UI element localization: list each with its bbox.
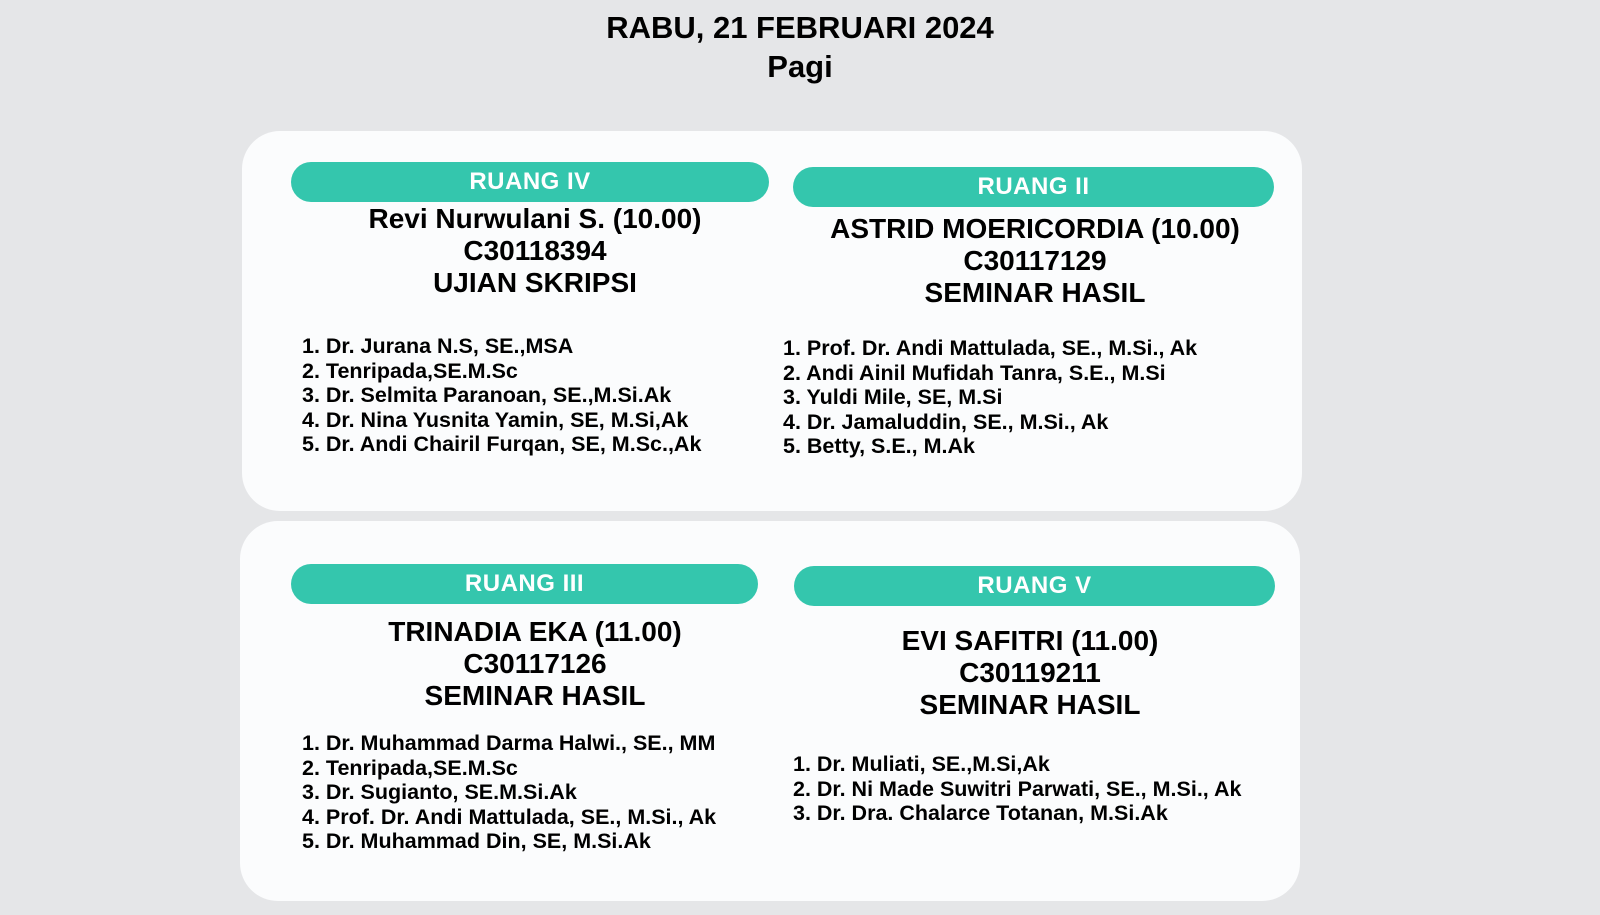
examiner-item: 4. Dr. Nina Yusnita Yamin, SE, M.Si,Ak [302, 407, 689, 432]
exam-type: SEMINAR HASIL [424, 680, 646, 711]
student-id: C30118394 [463, 235, 607, 266]
examiner-item: 3. Dr. Sugianto, SE.M.Si.Ak [302, 780, 577, 804]
examiner-item: 5. Dr. Andi Chairil Furqan, SE, M.Sc.,Ak [302, 432, 702, 456]
examiner-item: 4. Prof. Dr. Andi Mattulada, SE., M.Si., Ak [302, 804, 717, 829]
examiner-item: 3. Dr. Selmita Paranoan, SE.,M.Si.Ak [302, 383, 672, 407]
exam-type: SEMINAR HASIL [919, 689, 1141, 720]
examiner-item: 5. Betty, S.E., M.Ak [783, 434, 975, 458]
examiner-item: 3. Dr. Dra. Chalarce Totanan, M.Si.Ak [793, 801, 1168, 825]
examiner-item: 5. Dr. Muhammad Din, SE, M.Si.Ak [302, 829, 651, 853]
room-label: RUANG III [291, 564, 758, 604]
student-name: EVI SAFITRI (11.00) [901, 625, 1159, 656]
schedule-session: Pagi [767, 49, 833, 84]
examiner-item: 2. Tenripada,SE.M.Sc [302, 358, 518, 383]
student-id: C30117126 [463, 648, 607, 679]
exam-info [790, 213, 1280, 309]
schedule-date: RABU, 21 FEBRUARI 2024 [606, 10, 994, 45]
exam-type: UJIAN SKRIPSI [433, 267, 637, 298]
examiner-list [793, 752, 1241, 826]
student-id: C30119211 [959, 657, 1101, 688]
exam-info [290, 616, 780, 712]
room-label: RUANG II [793, 167, 1274, 207]
examiner-item: 1. Dr. Muhammad Darma Halwi., SE., MM [302, 731, 716, 755]
exam-info [785, 625, 1275, 721]
examiner-item: 2. Dr. Ni Made Suwitri Parwati, SE., M.Si., Ak [793, 776, 1242, 801]
examiner-list [783, 336, 1197, 459]
student-id: C30117129 [963, 245, 1107, 276]
examiner-item: 4. Dr. Jamaluddin, SE., M.Si., Ak [783, 409, 1109, 434]
examiner-item: 1. Dr. Jurana N.S, SE.,MSA [302, 334, 574, 358]
room-label: RUANG V [794, 566, 1275, 606]
examiner-item: 2. Tenripada,SE.M.Sc [302, 755, 518, 780]
examiner-item: 1. Prof. Dr. Andi Mattulada, SE., M.Si., Ak [783, 336, 1198, 360]
student-name: Revi Nurwulani S. (10.00) [368, 203, 702, 234]
room-label: RUANG IV [291, 162, 769, 202]
examiner-item: 1. Dr. Muliati, SE.,M.Si,Ak [793, 752, 1050, 776]
exam-info [290, 203, 780, 299]
exam-type: SEMINAR HASIL [924, 277, 1146, 308]
student-name: ASTRID MOERICORDIA (10.00) [830, 213, 1240, 244]
examiner-list [302, 731, 716, 854]
examiner-item: 2. Andi Ainil Mufidah Tanra, S.E., M.Si [783, 360, 1166, 385]
schedule-header [0, 8, 1600, 86]
examiner-list [302, 334, 701, 457]
student-name: TRINADIA EKA (11.00) [388, 616, 682, 647]
examiner-item: 3. Yuldi Mile, SE, M.Si [783, 385, 1003, 409]
